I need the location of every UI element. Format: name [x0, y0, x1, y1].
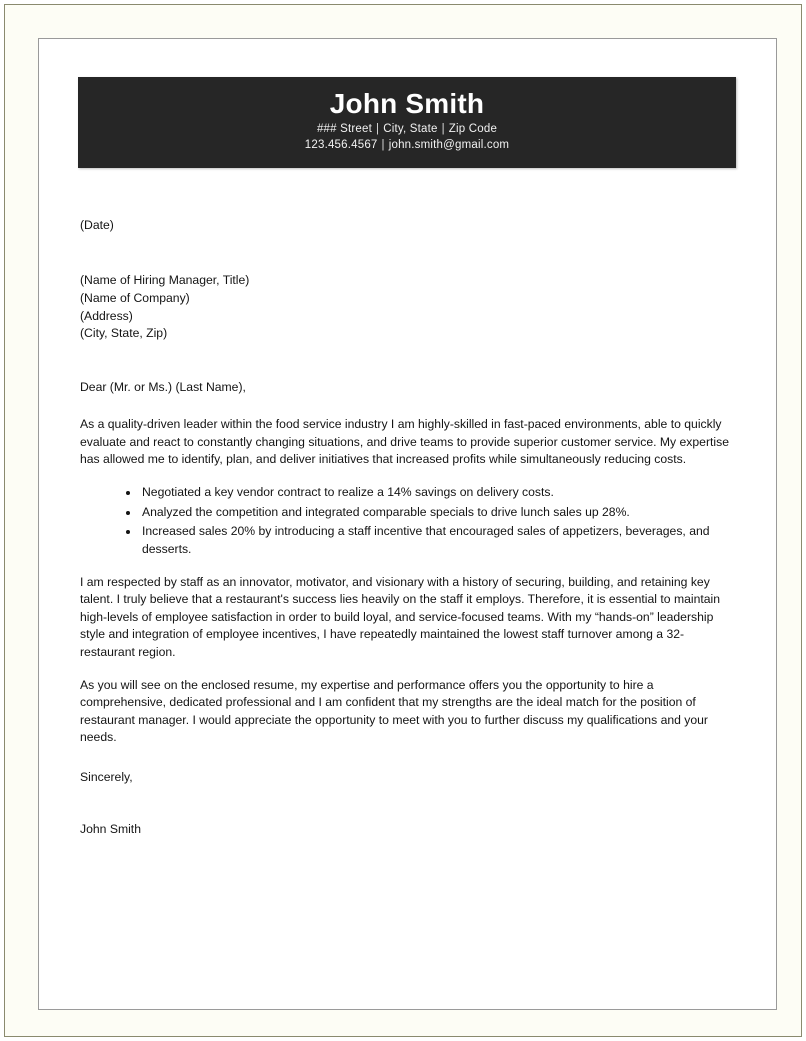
letterhead-banner — [78, 77, 736, 168]
recipient-address-block — [80, 272, 730, 342]
achievements-list — [80, 484, 730, 558]
closing-salutation: Sincerely, — [80, 769, 133, 784]
contact-zip: Zip Code — [448, 123, 498, 135]
contact-street: ### Street — [316, 123, 373, 135]
body-paragraph-1: As a quality-driven leader within the food service industry I am highly-skilled in fast-paced environments, able to quickly evaluate and react to constantly changing situations, and drive teams to provide superior customer service. My expertise has allowed me to identify, plan, and deliver initiatives that increased profits while simultaneously reducing costs. — [80, 417, 729, 466]
contact-email: john.smith@gmail.com — [388, 139, 510, 151]
contact-line-address — [78, 121, 736, 137]
recipient-line: (Name of Company) — [80, 291, 190, 305]
contact-phone: 123.456.4567 — [304, 139, 378, 151]
letter-page — [38, 38, 777, 1010]
applicant-name: John Smith — [329, 88, 485, 119]
list-item: Negotiated a key vendor contract to realize a 14% savings on delivery costs. — [126, 484, 730, 501]
date-placeholder: (Date) — [80, 218, 114, 232]
contact-separator-icon: | — [376, 123, 380, 135]
list-item: Analyzed the competition and integrated comparable specials to drive lunch sales up 28%. — [126, 504, 730, 521]
contact-separator-icon: | — [441, 123, 445, 135]
list-item: Increased sales 20% by introducing a staff incentive that encouraged sales of appetizers, beverages, and desserts. — [126, 523, 730, 558]
recipient-line: (Name of Hiring Manager, Title) — [80, 273, 250, 288]
recipient-line: (Address) — [80, 308, 133, 323]
salutation: Dear (Mr. or Ms.) (Last Name), — [80, 379, 246, 394]
contact-city-state: City, State — [383, 123, 438, 135]
letter-body — [80, 217, 730, 839]
body-paragraph-2: I am respected by staff as an innovator, motivator, and visionary with a history of securing, building, and retaining key talent. I truly believe that a restaurant's success lies heavily on the staff it employs. Therefore, it is essential to maintain high-levels of employee satisfaction in order to build loyal, and service-focused teams. With my “hands-on” leadership style and integration of employee incentives, I have repeatedly maintained the lowest staff turnover among a 32-restaurant region. — [80, 575, 721, 659]
signature-name: John Smith — [80, 822, 141, 837]
contact-separator-icon: | — [381, 139, 385, 151]
recipient-line: (City, State, Zip) — [80, 326, 168, 341]
body-paragraph-3: As you will see on the enclosed resume, my expertise and performance offers you the opportunity to hire a comprehensive, dedicated professional and I am confident that my strengths are the ideal match for the position of restaurant manager. I would appreciate the opportunity to meet with you to further discuss my qualifications and your needs. — [80, 678, 708, 745]
document-outer-frame — [4, 4, 802, 1037]
contact-line-phone-email — [78, 137, 736, 153]
